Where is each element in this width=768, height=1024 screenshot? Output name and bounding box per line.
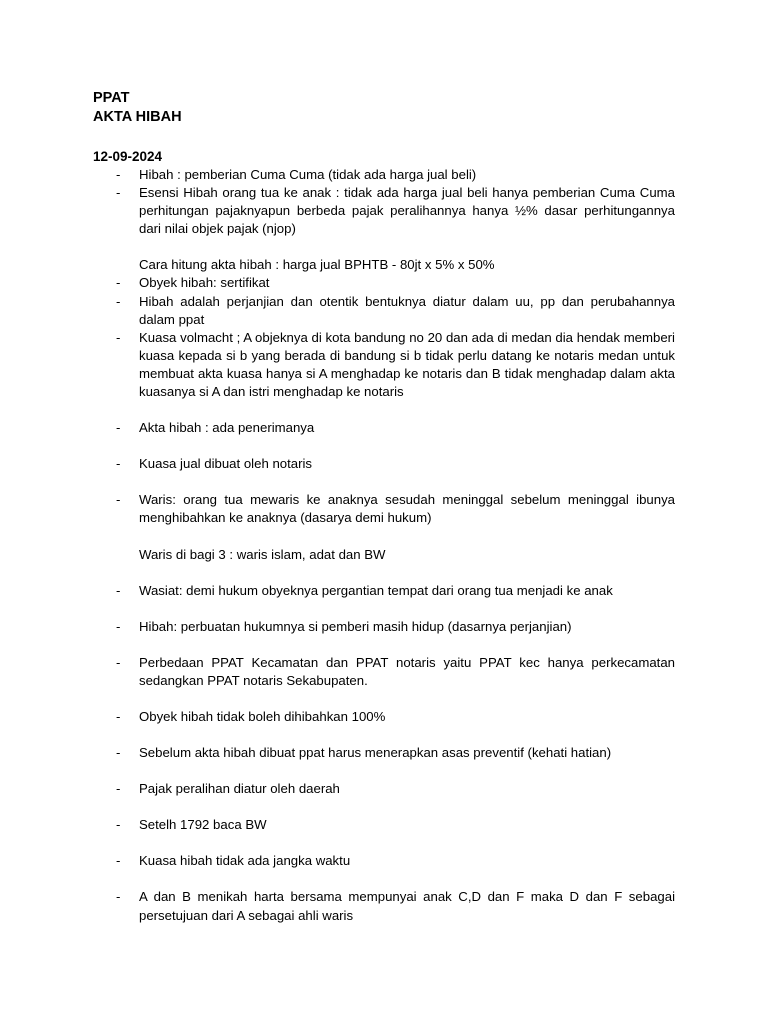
list-item xyxy=(93,816,675,834)
list-item xyxy=(93,329,675,401)
bullet-dash: - xyxy=(116,745,121,761)
list-item xyxy=(93,293,675,329)
bullet-dash: - xyxy=(116,708,121,724)
document-body xyxy=(93,89,675,925)
bullet-dash: - xyxy=(116,654,121,670)
list-item-text: Setelh 1792 baca BW xyxy=(139,817,267,833)
list-item-text: A dan B menikah harta bersama mempunyai anak C,D dan F maka D dan F sebagai persetujuan dari A sebagai ahli waris xyxy=(139,889,675,923)
note-paragraph: Cara hitung akta hibah : harga jual BPHTB - 80jt x 5% x 50% xyxy=(139,257,495,273)
list-item xyxy=(93,166,675,184)
list-item xyxy=(93,888,675,924)
bullet-dash: - xyxy=(116,329,121,345)
bullet-dash: - xyxy=(116,582,121,598)
list-item-text: Obyek hibah tidak boleh dihibahkan 100% xyxy=(139,708,386,724)
list-item-text: Hibah : pemberian Cuma Cuma (tidak ada harga jual beli) xyxy=(139,167,477,182)
bullet-dash: - xyxy=(116,817,121,833)
list-item xyxy=(93,618,675,636)
document-title-akta-hibah: AKTA HIBAH xyxy=(93,109,182,125)
bullet-dash: - xyxy=(116,293,121,309)
list-item-text: Pajak peralihan diatur oleh daerah xyxy=(139,781,340,797)
list-item xyxy=(93,455,675,473)
list-item xyxy=(93,419,675,437)
bullet-dash: - xyxy=(116,275,121,291)
list-item-text: Hibah adalah perjanjian dan otentik bentuknya diatur dalam uu, pp dan perubahannya dalam ppat xyxy=(139,293,675,327)
bullet-dash: - xyxy=(116,167,121,182)
bullet-dash: - xyxy=(116,618,121,634)
bullet-dash: - xyxy=(116,492,121,508)
list-item-text: Hibah: perbuatan hukumnya si pemberi masih hidup (dasarnya perjanjian) xyxy=(139,618,572,634)
list-item xyxy=(93,184,675,238)
list-item xyxy=(93,780,675,798)
list-item-text: Sebelum akta hibah dibuat ppat harus menerapkan asas preventif (kehati hatian) xyxy=(139,745,612,761)
bullet-dash: - xyxy=(116,853,121,869)
list-item xyxy=(93,708,675,726)
list-item-text: Perbedaan PPAT Kecamatan dan PPAT notaris yaitu PPAT kec hanya perkecamatan sedangkan PPAT notaris Sekabupaten. xyxy=(139,654,675,688)
notes-list xyxy=(93,582,675,925)
bullet-dash: - xyxy=(116,456,121,472)
bullet-dash: - xyxy=(116,781,121,797)
list-item xyxy=(93,274,675,292)
list-item-text: Akta hibah : ada penerimanya xyxy=(139,420,315,436)
list-item xyxy=(93,852,675,870)
document-title-ppat: PPAT xyxy=(93,90,130,106)
bullet-dash: - xyxy=(116,420,121,436)
list-item-text: Obyek hibah: sertifikat xyxy=(139,275,270,291)
notes-list xyxy=(93,274,675,527)
list-item xyxy=(93,491,675,527)
list-item xyxy=(93,654,675,690)
list-item-text: Kuasa hibah tidak ada jangka waktu xyxy=(139,853,351,869)
note-paragraph: Waris di bagi 3 : waris islam, adat dan BW xyxy=(139,546,386,562)
list-item-text: Kuasa jual dibuat oleh notaris xyxy=(139,456,313,472)
document-date: 12-09-2024 xyxy=(93,149,163,164)
list-item-text: Wasiat: demi hukum obyeknya pergantian tempat dari orang tua menjadi ke anak xyxy=(139,582,613,598)
list-item xyxy=(93,582,675,600)
bullet-dash: - xyxy=(116,889,121,905)
bullet-dash: - xyxy=(116,185,121,201)
notes-list xyxy=(93,166,675,238)
list-item-text: Kuasa volmacht ; A objeknya di kota bandung no 20 dan ada di medan dia hendak memberi kuasa kepada si b yang berada di bandung si b tidak perlu datang ke notaris medan untuk membuat akta kuasa hanya si A menghadap ke notaris dan B tidak menghadap dalam akta kuasanya si A dan istri menghadap ke notaris xyxy=(139,329,675,400)
list-item-text: Waris: orang tua mewaris ke anaknya sesudah meninggal sebelum meninggal ibunya menghibahkan ke anaknya (dasarya demi hukum) xyxy=(139,492,675,526)
list-item-text: Esensi Hibah orang tua ke anak : tidak ada harga jual beli hanya pemberian Cuma Cuma perhitungan pajaknyapun berbeda pajak peralihannya hanya ½% dasar perhitungannya dari nilai objek pajak (njop) xyxy=(139,185,675,237)
list-item xyxy=(93,744,675,762)
